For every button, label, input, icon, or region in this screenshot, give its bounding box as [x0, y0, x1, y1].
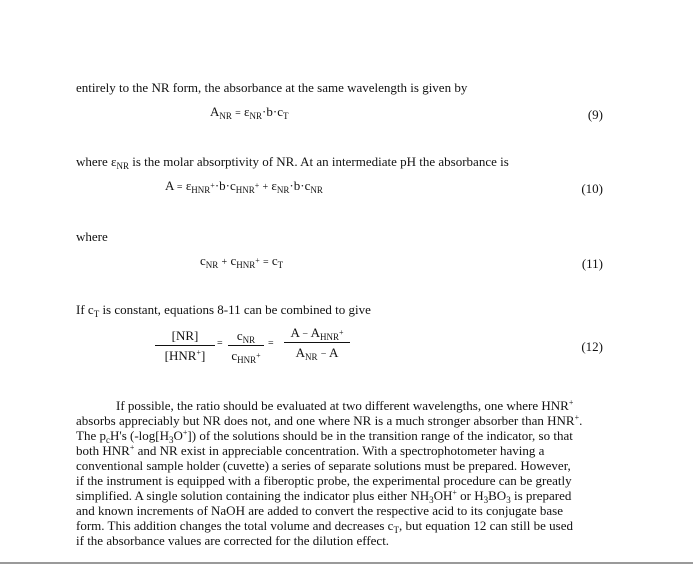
- paragraph-line: and known increments of NaOH are added to convert the respective acid to its conjugate base: [76, 503, 563, 518]
- where-text: where: [76, 229, 108, 244]
- equation-11-number: (11): [581, 256, 603, 271]
- paragraph-line: both HNR+ and NR exist in appreciable concentration. With a spectrophotometer having a: [76, 443, 545, 458]
- equation-9-number: (9): [587, 107, 603, 122]
- paragraph-line: if the instrument is equipped with a fiberoptic probe, the experimental procedure can be greatly: [76, 473, 572, 488]
- if-ct-text: If $c_T$ is constant, equations 8-11 can be combined to give: [76, 302, 371, 319]
- equation-10: $A = \varepsilon_{HNR^+}\cdot b\cdot c_{HNR^+} + \varepsilon_{NR}\cdot b\cdot c_{NR}$: [165, 178, 323, 195]
- equation-9: $A_{NR} = \varepsilon_{NR}\cdot b\cdot c_T$: [210, 104, 289, 121]
- equation-11: $c_{NR} + c_{HNR^+} = c_T$: [200, 253, 284, 270]
- equals-sign: =: [217, 338, 223, 349]
- where-eps-text: where $\varepsilon_{NR}$ is the molar absorptivity of NR. At an intermediate pH the absorbance is: [76, 154, 509, 171]
- paragraph-line: simplified. A single solution containing the indicator plus either $NH_3OH^+$ or $H_3BO_3$ is prepared: [76, 488, 572, 505]
- paragraph-line: The $p_cH's$ $(-\log[H_3O^+])$ of the solutions should be in the transition range of the indicator, so that: [76, 428, 573, 445]
- paragraph-line: if the absorbance values are corrected for the dilution effect.: [76, 533, 390, 548]
- intro-text: entirely to the NR form, the absorbance at the same wavelength is given by: [76, 80, 468, 95]
- fraction-absorbance: $A - A_{HNR^+}$ $A_{NR} - A$: [284, 325, 350, 361]
- paragraph-line: absorbs appreciably but NR does not, and one where NR is a much stronger absorber than HNR+.: [76, 413, 583, 428]
- body-paragraph: [76, 398, 616, 548]
- paragraph-line: conventional sample holder (cuvette) a series of separate solutions must be prepared. However,: [76, 458, 571, 473]
- equals-sign: =: [268, 338, 274, 349]
- fraction-cnr-over-chnr: $c_{NR}$ $c_{HNR^+}$: [228, 328, 264, 364]
- equation-12-number: (12): [581, 339, 603, 354]
- paragraph-line: If possible, the ratio should be evaluated at two different wavelengths, one where HNR+: [116, 398, 574, 413]
- equation-10-number: (10): [581, 181, 603, 196]
- fraction-nr-over-hnr: [NR] [HNR+]: [155, 328, 215, 364]
- bottom-divider: [0, 562, 693, 564]
- paragraph-line: form. This addition changes the total volume and decreases $c_T$, but equation 12 can still be used: [76, 518, 573, 535]
